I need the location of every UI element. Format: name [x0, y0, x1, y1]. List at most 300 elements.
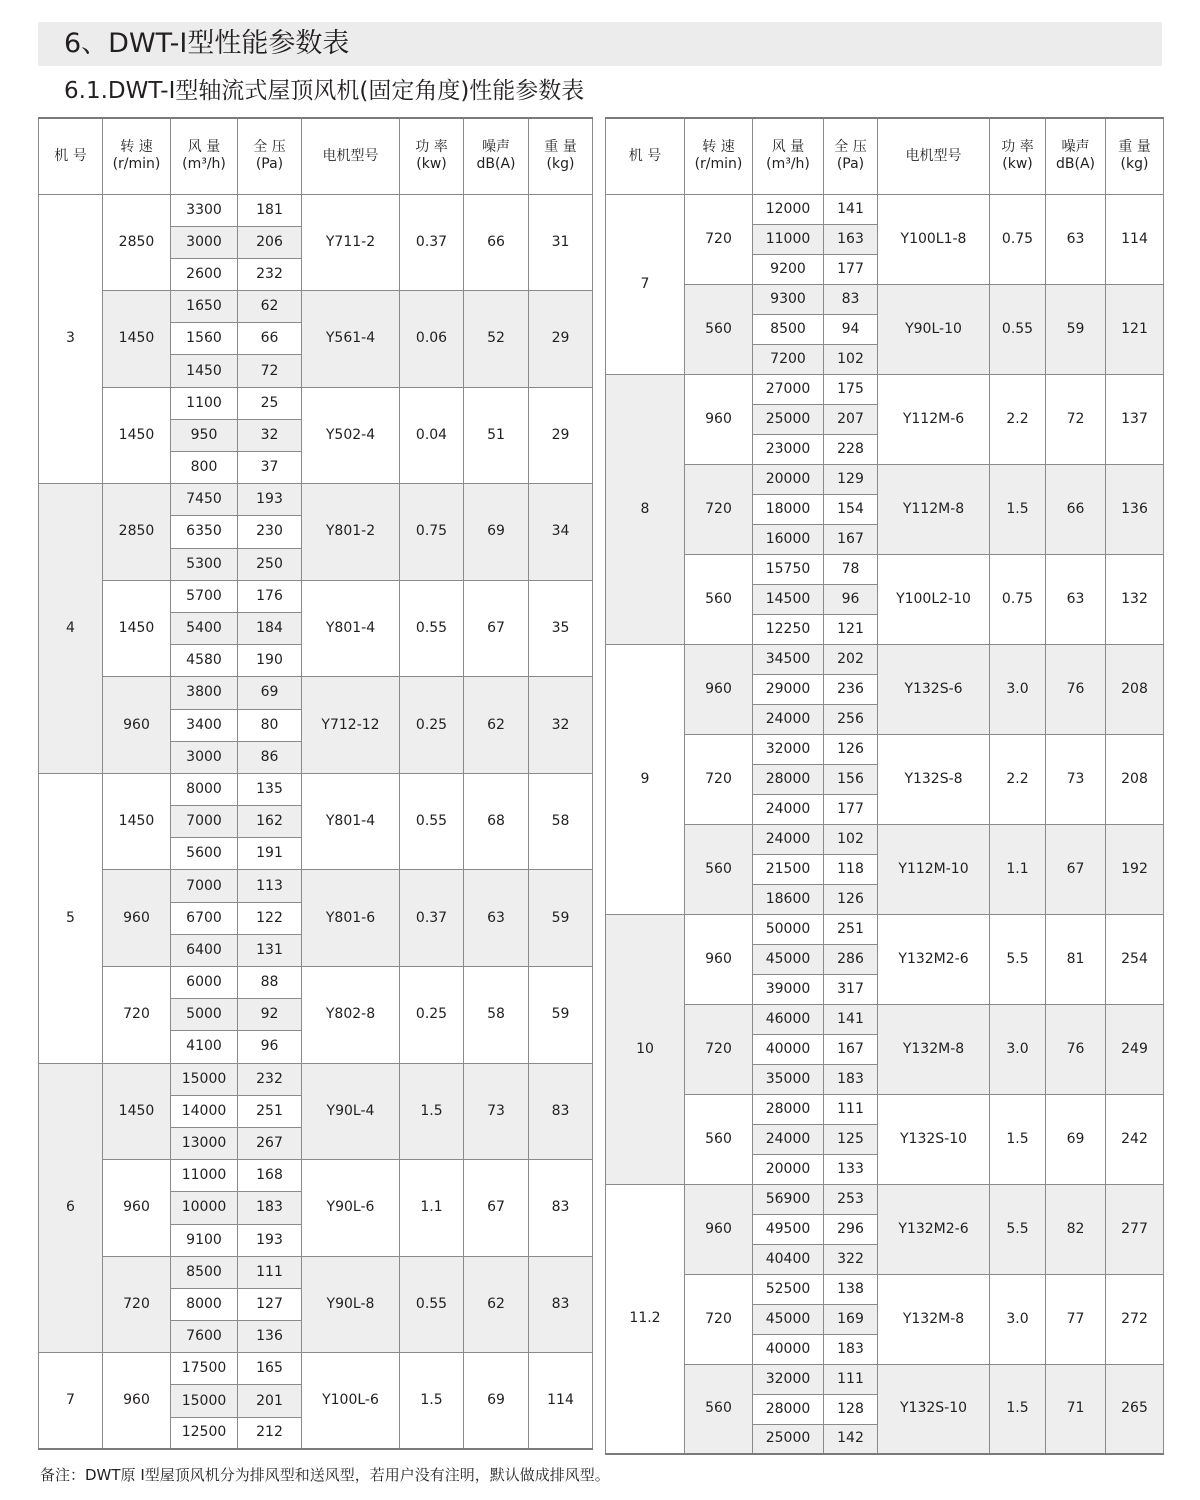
pressure-cell: 165: [238, 1353, 302, 1385]
flow-cell: 25000: [753, 1424, 824, 1454]
pressure-cell: 177: [824, 254, 878, 284]
weight-cell: 32: [529, 677, 593, 774]
motor-cell: Y132S-10: [878, 1364, 990, 1454]
column-header-label: 功 率: [1001, 139, 1034, 156]
table-row: [606, 464, 1164, 494]
motor-cell: Y90L-6: [302, 1160, 400, 1257]
speed-cell: 1450: [103, 291, 171, 388]
flow-cell: 10000: [171, 1192, 238, 1224]
noise-cell: 52: [464, 291, 529, 388]
power-cell: 0.75: [990, 554, 1046, 644]
column-header-label: 转 速: [120, 139, 153, 156]
pressure-cell: 113: [238, 870, 302, 902]
speed-cell: 560: [685, 284, 753, 374]
pressure-cell: 92: [238, 999, 302, 1031]
flow-cell: 24000: [753, 824, 824, 854]
weight-cell: 277: [1106, 1184, 1164, 1274]
column-header-weight: [529, 118, 593, 194]
pressure-cell: 32: [238, 419, 302, 451]
flow-cell: 6400: [171, 934, 238, 966]
pressure-cell: 118: [824, 854, 878, 884]
pressure-cell: 190: [238, 645, 302, 677]
footnote: 备注：DWT原 I型屋顶风机分为排风型和送风型，若用户没有注明，默认做成排风型。: [40, 1466, 610, 1484]
flow-cell: 7450: [171, 484, 238, 516]
noise-cell: 63: [464, 870, 529, 967]
motor-cell: Y100L2-10: [878, 554, 990, 644]
flow-cell: 14000: [171, 1095, 238, 1127]
column-header-speed: [685, 118, 753, 194]
pressure-cell: 184: [238, 612, 302, 644]
pressure-cell: 111: [238, 1256, 302, 1288]
pressure-cell: 256: [824, 704, 878, 734]
power-cell: 0.75: [400, 484, 464, 581]
speed-cell: 2850: [103, 194, 171, 291]
speed-cell: 960: [103, 677, 171, 774]
power-cell: 2.2: [990, 734, 1046, 824]
speed-cell: 560: [685, 824, 753, 914]
motor-cell: Y112M-8: [878, 464, 990, 554]
column-header-label: 全 压: [834, 139, 867, 156]
pressure-cell: 88: [238, 967, 302, 999]
weight-cell: 136: [1106, 464, 1164, 554]
noise-cell: 51: [464, 387, 529, 484]
flow-cell: 32000: [753, 734, 824, 764]
flow-cell: 7200: [753, 344, 824, 374]
column-header-label: 功 率: [415, 139, 448, 156]
flow-cell: 11000: [171, 1160, 238, 1192]
flow-cell: 15750: [753, 554, 824, 584]
noise-cell: 59: [1046, 284, 1106, 374]
noise-cell: 69: [464, 484, 529, 581]
table-row: [39, 870, 593, 902]
flow-cell: 49500: [753, 1214, 824, 1244]
fan-number-cell: 7: [606, 194, 685, 374]
pressure-cell: 80: [238, 709, 302, 741]
table-row: [606, 824, 1164, 854]
column-header-noise: [464, 118, 529, 194]
flow-cell: 3000: [171, 741, 238, 773]
pressure-cell: 131: [238, 934, 302, 966]
flow-cell: 3000: [171, 226, 238, 258]
flow-cell: 8500: [171, 1256, 238, 1288]
pressure-cell: 251: [238, 1095, 302, 1127]
flow-cell: 3300: [171, 194, 238, 226]
pressure-cell: 230: [238, 516, 302, 548]
flow-cell: 15000: [171, 1385, 238, 1417]
power-cell: 0.25: [400, 677, 464, 774]
column-header-unit: (r/min): [112, 156, 161, 173]
power-cell: 3.0: [990, 1004, 1046, 1094]
fan-number-cell: 3: [39, 194, 103, 484]
column-header-label: 噪声: [482, 139, 510, 156]
motor-cell: Y801-2: [302, 484, 400, 581]
column-header-unit: (kw): [416, 156, 447, 173]
power-cell: 5.5: [990, 1184, 1046, 1274]
pressure-cell: 83: [824, 284, 878, 314]
speed-cell: 960: [103, 1353, 171, 1450]
flow-cell: 4100: [171, 1031, 238, 1063]
pressure-cell: 193: [238, 484, 302, 516]
flow-cell: 4580: [171, 645, 238, 677]
column-header-unit: (Pa): [255, 156, 284, 173]
noise-cell: 73: [464, 1063, 529, 1160]
noise-cell: 58: [464, 967, 529, 1064]
speed-cell: 720: [103, 1256, 171, 1353]
flow-cell: 9200: [753, 254, 824, 284]
table-row: [39, 677, 593, 709]
column-header-label: 风 量: [771, 139, 805, 156]
motor-cell: Y132M2-6: [878, 1184, 990, 1274]
column-header-power: [990, 118, 1046, 194]
noise-cell: 66: [1046, 464, 1106, 554]
weight-cell: 137: [1106, 374, 1164, 464]
pressure-cell: 177: [824, 794, 878, 824]
speed-cell: 960: [685, 914, 753, 1004]
flow-cell: 40000: [753, 1334, 824, 1364]
noise-cell: 82: [1046, 1184, 1106, 1274]
pressure-cell: 122: [238, 902, 302, 934]
flow-cell: 6700: [171, 902, 238, 934]
column-header-unit: dB(A): [476, 156, 516, 173]
column-header-label: 噪声: [1061, 139, 1090, 156]
pressure-cell: 37: [238, 452, 302, 484]
power-cell: 1.1: [990, 824, 1046, 914]
noise-cell: 76: [1046, 644, 1106, 734]
motor-cell: Y801-4: [302, 773, 400, 870]
flow-cell: 8500: [753, 314, 824, 344]
column-header-unit: (m³/h): [182, 156, 226, 173]
power-cell: 0.55: [990, 284, 1046, 374]
column-header-speed: [103, 118, 171, 194]
flow-cell: 50000: [753, 914, 824, 944]
column-header-unit: (kg): [1120, 156, 1149, 173]
pressure-cell: 102: [824, 824, 878, 854]
column-header-label: 全 压: [253, 139, 286, 156]
pressure-cell: 111: [824, 1364, 878, 1394]
flow-cell: 9100: [171, 1224, 238, 1256]
column-header-label: 电机型号: [322, 147, 379, 164]
weight-cell: 29: [529, 291, 593, 388]
column-header-flow: [753, 118, 824, 194]
column-header-label: 重 量: [1118, 139, 1151, 156]
flow-cell: 35000: [753, 1064, 824, 1094]
table-row: [606, 374, 1164, 404]
flow-cell: 28000: [753, 1094, 824, 1124]
pressure-cell: 322: [824, 1244, 878, 1274]
speed-cell: 720: [685, 464, 753, 554]
flow-cell: 18600: [753, 884, 824, 914]
noise-cell: 72: [1046, 374, 1106, 464]
table-row: [606, 554, 1164, 584]
power-cell: 0.04: [400, 387, 464, 484]
flow-cell: 12250: [753, 614, 824, 644]
pressure-cell: 212: [238, 1417, 302, 1449]
weight-cell: 208: [1106, 644, 1164, 734]
pressure-cell: 193: [238, 1224, 302, 1256]
table-header-row: [39, 118, 593, 194]
column-header-noise: [1046, 118, 1106, 194]
weight-cell: 114: [529, 1353, 593, 1450]
flow-cell: 5300: [171, 548, 238, 580]
motor-cell: Y561-4: [302, 291, 400, 388]
motor-cell: Y132S-10: [878, 1094, 990, 1184]
flow-cell: 800: [171, 452, 238, 484]
speed-cell: 960: [685, 1184, 753, 1274]
flow-cell: 7000: [171, 806, 238, 838]
table-row: [606, 914, 1164, 944]
noise-cell: 66: [464, 194, 529, 291]
pressure-cell: 183: [824, 1334, 878, 1364]
power-cell: 0.55: [400, 1256, 464, 1353]
motor-cell: Y132M-8: [878, 1274, 990, 1364]
power-cell: 2.2: [990, 374, 1046, 464]
speed-cell: 1450: [103, 773, 171, 870]
power-cell: 0.55: [400, 773, 464, 870]
table-row: [39, 387, 593, 419]
motor-cell: Y132S-8: [878, 734, 990, 824]
pressure-cell: 141: [824, 194, 878, 224]
power-cell: 1.5: [400, 1063, 464, 1160]
weight-cell: 35: [529, 580, 593, 677]
motor-cell: Y112M-6: [878, 374, 990, 464]
flow-cell: 24000: [753, 704, 824, 734]
pressure-cell: 169: [824, 1304, 878, 1334]
flow-cell: 3400: [171, 709, 238, 741]
flow-cell: 21500: [753, 854, 824, 884]
table-row: [39, 194, 593, 226]
weight-cell: 265: [1106, 1364, 1164, 1454]
noise-cell: 68: [464, 773, 529, 870]
flow-cell: 3800: [171, 677, 238, 709]
motor-cell: Y802-8: [302, 967, 400, 1064]
column-header-pressure: [824, 118, 878, 194]
column-header-label: 重 量: [544, 139, 577, 156]
pressure-cell: 167: [824, 524, 878, 554]
flow-cell: 32000: [753, 1364, 824, 1394]
flow-cell: 11000: [753, 224, 824, 254]
flow-cell: 7600: [171, 1321, 238, 1353]
flow-cell: 6000: [171, 967, 238, 999]
pressure-cell: 72: [238, 355, 302, 387]
table-row: [606, 1184, 1164, 1214]
fan-number-cell: 5: [39, 773, 103, 1063]
pressure-cell: 162: [238, 806, 302, 838]
speed-cell: 720: [685, 734, 753, 824]
flow-cell: 24000: [753, 1124, 824, 1154]
pressure-cell: 167: [824, 1034, 878, 1064]
pressure-cell: 129: [824, 464, 878, 494]
pressure-cell: 181: [238, 194, 302, 226]
column-header-motor: [302, 118, 400, 194]
motor-cell: Y100L-6: [302, 1353, 400, 1450]
speed-cell: 560: [685, 1094, 753, 1184]
pressure-cell: 201: [238, 1385, 302, 1417]
flow-cell: 16000: [753, 524, 824, 554]
weight-cell: 83: [529, 1063, 593, 1160]
weight-cell: 272: [1106, 1274, 1164, 1364]
pressure-cell: 102: [824, 344, 878, 374]
weight-cell: 254: [1106, 914, 1164, 1004]
pressure-cell: 126: [824, 734, 878, 764]
table-row: [39, 1256, 593, 1288]
pressure-cell: 78: [824, 554, 878, 584]
speed-cell: 2850: [103, 484, 171, 581]
flow-cell: 1450: [171, 355, 238, 387]
noise-cell: 76: [1046, 1004, 1106, 1094]
table-row: [39, 1353, 593, 1385]
weight-cell: 249: [1106, 1004, 1164, 1094]
table-row: [606, 1094, 1164, 1124]
pressure-cell: 250: [238, 548, 302, 580]
flow-cell: 13000: [171, 1127, 238, 1159]
table-row: [606, 1364, 1164, 1394]
pressure-cell: 62: [238, 291, 302, 323]
power-cell: 0.37: [400, 194, 464, 291]
pressure-cell: 141: [824, 1004, 878, 1034]
left-performance-table: [38, 117, 593, 1450]
noise-cell: 63: [1046, 554, 1106, 644]
table-row: [606, 734, 1164, 764]
motor-cell: Y801-4: [302, 580, 400, 677]
power-cell: 0.37: [400, 870, 464, 967]
motor-cell: Y502-4: [302, 387, 400, 484]
weight-cell: 59: [529, 967, 593, 1064]
weight-cell: 208: [1106, 734, 1164, 824]
flow-cell: 39000: [753, 974, 824, 1004]
page-subtitle: 6.1.DWT-I型轴流式屋顶风机(固定角度)性能参数表: [64, 78, 585, 104]
weight-cell: 58: [529, 773, 593, 870]
power-cell: 3.0: [990, 1274, 1046, 1364]
noise-cell: 69: [1046, 1094, 1106, 1184]
weight-cell: 132: [1106, 554, 1164, 644]
table-row: [39, 580, 593, 612]
flow-cell: 45000: [753, 1304, 824, 1334]
column-header-weight: [1106, 118, 1164, 194]
table-row: [606, 1274, 1164, 1304]
pressure-cell: 163: [824, 224, 878, 254]
flow-cell: 25000: [753, 404, 824, 434]
motor-cell: Y90L-8: [302, 1256, 400, 1353]
pressure-cell: 206: [238, 226, 302, 258]
column-header-label: 风 量: [187, 139, 221, 156]
flow-cell: 6350: [171, 516, 238, 548]
pressure-cell: 191: [238, 838, 302, 870]
column-header-flow: [171, 118, 238, 194]
flow-cell: 28000: [753, 764, 824, 794]
flow-cell: 12000: [753, 194, 824, 224]
motor-cell: Y711-2: [302, 194, 400, 291]
flow-cell: 52500: [753, 1274, 824, 1304]
noise-cell: 62: [464, 1256, 529, 1353]
weight-cell: 242: [1106, 1094, 1164, 1184]
speed-cell: 960: [103, 870, 171, 967]
noise-cell: 63: [1046, 194, 1106, 284]
column-header-unit: dB(A): [1056, 156, 1095, 173]
flow-cell: 29000: [753, 674, 824, 704]
table-row: [606, 1004, 1164, 1034]
speed-cell: 960: [103, 1160, 171, 1257]
flow-cell: 56900: [753, 1184, 824, 1214]
pressure-cell: 175: [824, 374, 878, 404]
table-row: [39, 484, 593, 516]
flow-cell: 1100: [171, 387, 238, 419]
flow-cell: 2600: [171, 258, 238, 290]
flow-cell: 27000: [753, 374, 824, 404]
fan-number-cell: 9: [606, 644, 685, 914]
pressure-cell: 127: [238, 1288, 302, 1320]
speed-cell: 720: [685, 1274, 753, 1364]
flow-cell: 950: [171, 419, 238, 451]
pressure-cell: 317: [824, 974, 878, 1004]
noise-cell: 71: [1046, 1364, 1106, 1454]
weight-cell: 121: [1106, 284, 1164, 374]
column-header-label: 转 速: [702, 139, 735, 156]
pressure-cell: 94: [824, 314, 878, 344]
pressure-cell: 183: [824, 1064, 878, 1094]
fan-number-cell: 10: [606, 914, 685, 1184]
speed-cell: 1450: [103, 580, 171, 677]
column-header-unit: (m³/h): [766, 156, 810, 173]
pressure-cell: 228: [824, 434, 878, 464]
weight-cell: 34: [529, 484, 593, 581]
motor-cell: Y132M-8: [878, 1004, 990, 1094]
flow-cell: 14500: [753, 584, 824, 614]
flow-cell: 12500: [171, 1417, 238, 1449]
column-header-power: [400, 118, 464, 194]
flow-cell: 5600: [171, 838, 238, 870]
pressure-cell: 168: [238, 1160, 302, 1192]
pressure-cell: 202: [824, 644, 878, 674]
power-cell: 0.25: [400, 967, 464, 1064]
weight-cell: 59: [529, 870, 593, 967]
motor-cell: Y132M2-6: [878, 914, 990, 1004]
flow-cell: 15000: [171, 1063, 238, 1095]
flow-cell: 34500: [753, 644, 824, 674]
column-header-label: 电机型号: [905, 147, 962, 164]
pressure-cell: 69: [238, 677, 302, 709]
pressure-cell: 267: [238, 1127, 302, 1159]
pressure-cell: 183: [238, 1192, 302, 1224]
speed-cell: 560: [685, 554, 753, 644]
motor-cell: Y100L1-8: [878, 194, 990, 284]
flow-cell: 45000: [753, 944, 824, 974]
motor-cell: Y90L-10: [878, 284, 990, 374]
weight-cell: 29: [529, 387, 593, 484]
pressure-cell: 126: [824, 884, 878, 914]
power-cell: 1.5: [400, 1353, 464, 1450]
flow-cell: 9300: [753, 284, 824, 314]
motor-cell: Y132S-6: [878, 644, 990, 734]
flow-cell: 28000: [753, 1394, 824, 1424]
pressure-cell: 138: [824, 1274, 878, 1304]
noise-cell: 67: [464, 1160, 529, 1257]
weight-cell: 31: [529, 194, 593, 291]
pressure-cell: 176: [238, 580, 302, 612]
pressure-cell: 232: [238, 258, 302, 290]
right-performance-table: [605, 117, 1164, 1455]
pressure-cell: 133: [824, 1154, 878, 1184]
flow-cell: 7000: [171, 870, 238, 902]
weight-cell: 114: [1106, 194, 1164, 284]
table-row: [39, 1063, 593, 1095]
flow-cell: 40400: [753, 1244, 824, 1274]
flow-cell: 18000: [753, 494, 824, 524]
pressure-cell: 128: [824, 1394, 878, 1424]
noise-cell: 67: [1046, 824, 1106, 914]
table-row: [606, 194, 1164, 224]
fan-number-cell: 7: [39, 1353, 103, 1450]
column-header-label: 机 号: [628, 147, 662, 164]
